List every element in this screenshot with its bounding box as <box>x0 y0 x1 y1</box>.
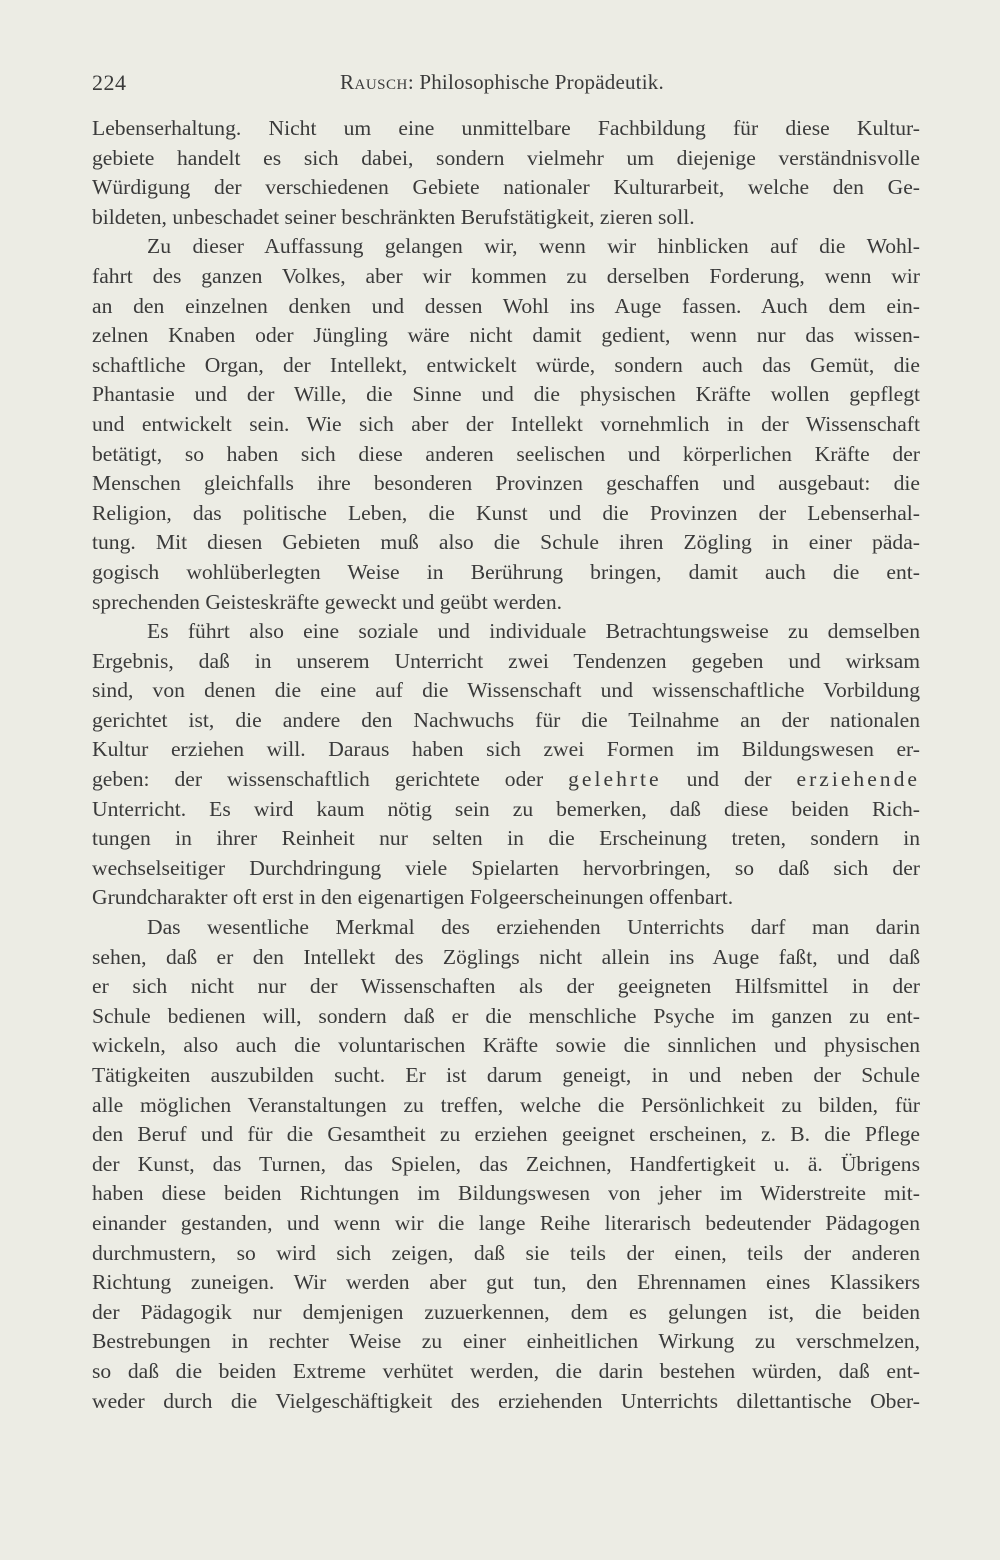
page-header <box>92 70 920 102</box>
text-line: zelnen Knaben oder Jüngling wäre nicht damit gedient, wenn nur das wissen- <box>92 323 920 348</box>
text-line: Schule bedienen will, sondern daß er die menschliche Psyche im ganzen zu ent- <box>92 1003 920 1028</box>
text-line: Das wesentliche Merkmal des erziehenden Unterrichts darf man darin <box>147 915 920 940</box>
text-line: einander gestanden, und wenn wir die lange Reihe literarisch bedeutender Pädagogen <box>92 1210 920 1235</box>
running-head-author: Rausch <box>340 70 408 94</box>
text-line: Kultur erziehen will. Daraus haben sich zwei Formen im Bildungswesen er- <box>92 737 920 762</box>
text-line: tungen in ihrer Reinheit nur selten in die Erscheinung treten, sondern in <box>92 826 920 851</box>
text-line: haben diese beiden Richtungen im Bildungswesen von jeher im Widerstreite mit- <box>92 1181 920 1206</box>
text-segment: und der <box>661 767 797 792</box>
text-line: weder durch die Vielgeschäftigkeit des erziehenden Unterrichts dilettantische Ober- <box>92 1388 920 1413</box>
text-line: gogisch wohlüberlegten Weise in Berührung bringen, damit auch die ent- <box>92 559 920 584</box>
text-line: tung. Mit diesen Gebieten muß also die Schule ihren Zögling in einer päda- <box>92 530 920 555</box>
page-number: 224 <box>92 70 127 95</box>
text-line: sind, von denen die eine auf die Wissenschaft und wissenschaftliche Vorbildung <box>92 678 920 703</box>
text-line: sehen, daß er den Intellekt des Zöglings nicht allein ins Auge faßt, und daß <box>92 944 920 969</box>
text-line: Es führt also eine soziale und individuale Betrachtungsweise zu demselben <box>147 619 920 644</box>
text-line: Zu dieser Auffassung gelangen wir, wenn wir hinblicken auf die Wohl- <box>147 234 920 259</box>
text-line: Menschen gleichfalls ihre besonderen Provinzen geschaffen und ausgebaut: die <box>92 471 920 496</box>
text-line: so daß die beiden Extreme verhütet werden, die darin bestehen würden, daß ent- <box>92 1358 920 1383</box>
text-line: gebiete handelt es sich dabei, sondern vielmehr um diejenige verständnisvolle <box>92 145 920 170</box>
text-line: Würdigung der verschiedenen Gebiete nationaler Kulturarbeit, welche den Ge- <box>92 175 920 200</box>
text-line: und entwickelt sein. Wie sich aber der Intellekt vornehmlich in der Wissenschaft <box>92 411 920 436</box>
text-line: sprechenden Geisteskräfte geweckt und geübt werden. <box>92 589 563 614</box>
text-line: wickeln, also auch die voluntarischen Kräfte sowie die sinnlichen und physischen <box>92 1033 920 1058</box>
text-line: an den einzelnen denken und dessen Wohl ins Auge fassen. Auch dem ein- <box>92 293 920 318</box>
text-line: fahrt des ganzen Volkes, aber wir kommen zu derselben Forderung, wenn wir <box>92 263 920 288</box>
text-line: Ergebnis, daß in unserem Unterricht zwei Tendenzen gegeben und wirksam <box>92 648 920 673</box>
text-line: der Pädagogik nur demjenigen zuzuerkennen, dem es gelungen ist, die beiden <box>92 1299 920 1324</box>
text-line: Unterricht. Es wird kaum nötig sein zu bemerken, daß diese beiden Rich- <box>92 796 920 821</box>
text-line: wechselseitiger Durchdringung viele Spielarten hervorbringen, so daß sich der <box>92 855 920 880</box>
emphasized-word: erziehende <box>796 767 920 792</box>
body-text <box>92 114 920 1416</box>
text-line: Tätigkeiten auszubilden sucht. Er ist darum geneigt, in und neben der Schule <box>92 1063 920 1087</box>
text-segment: geben: der wissenschaftlich gerichtete oder <box>92 767 569 792</box>
text-line: er sich nicht nur der Wissenschaften als der geeigneten Hilfsmittel in der <box>92 974 920 999</box>
text-line: durchmustern, so wird sich zeigen, daß sie teils der einen, teils der anderen <box>92 1240 920 1265</box>
text-line: Grundcharakter oft erst in den eigenartigen Folgeerscheinungen offenbart. <box>92 885 734 910</box>
text-line: Phantasie und der Wille, die Sinne und die physischen Kräfte wollen gepflegt <box>92 382 920 407</box>
text-line: betätigt, so haben sich diese anderen seelischen und körperlichen Kräfte der <box>92 441 920 466</box>
text-line: Lebenserhaltung. Nicht um eine unmittelbare Fachbildung für diese Kultur- <box>92 116 920 140</box>
text-line: der Kunst, das Turnen, das Spielen, das Zeichnen, Handfertigkeit u. ä. Übrigens <box>92 1151 920 1176</box>
running-head-title: : Philosophische Propädeutik. <box>407 70 664 94</box>
text-line: den Beruf und für die Gesamtheit zu erziehen geeignet erscheinen, z. B. die Pflege <box>92 1122 920 1147</box>
text-line: gerichtet ist, die andere den Nachwuchs für die Teilnahme an der nationalen <box>92 707 920 732</box>
text-line: schaftliche Organ, der Intellekt, entwickelt würde, sondern auch das Gemüt, die <box>92 352 920 377</box>
text-line: Bestrebungen in rechter Weise zu einer einheitlichen Wirkung zu verschmelzen, <box>92 1329 920 1354</box>
text-line: Religion, das politische Leben, die Kunst und die Provinzen der Lebenserhal- <box>92 500 920 525</box>
emphasized-word: gelehrte <box>568 767 662 792</box>
text-line: alle möglichen Veranstaltungen zu treffen, welche die Persönlichkeit zu bilden, für <box>92 1092 920 1117</box>
text-line <box>92 765 920 795</box>
text-line: Richtung zuneigen. Wir werden aber gut tun, den Ehrennamen eines Klassikers <box>92 1270 920 1295</box>
running-head <box>340 70 664 95</box>
text-line: bildeten, unbeschadet seiner beschränkten Berufstätigkeit, zieren soll. <box>92 204 695 229</box>
